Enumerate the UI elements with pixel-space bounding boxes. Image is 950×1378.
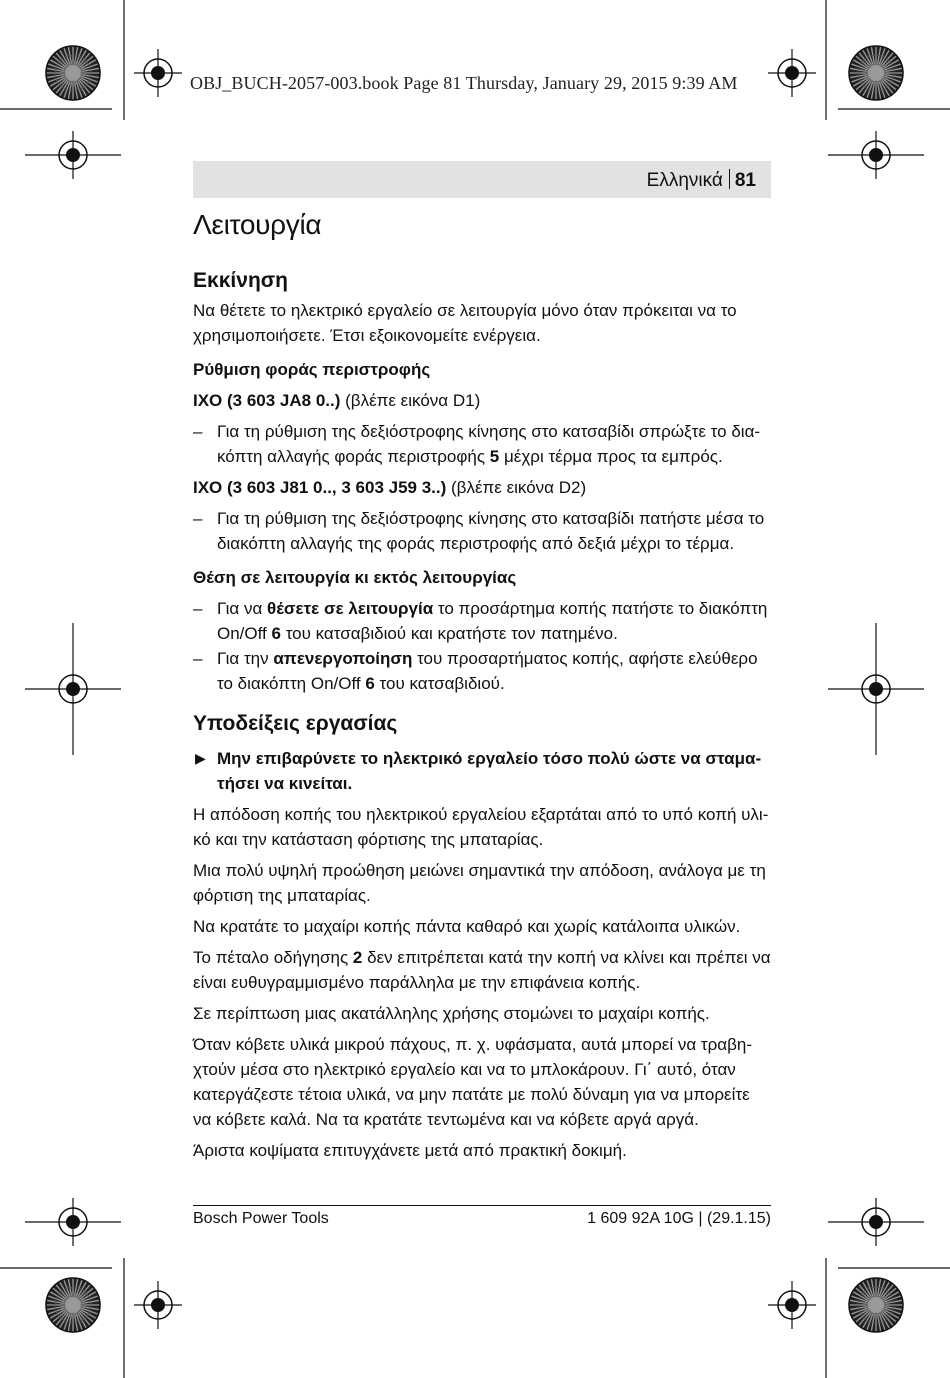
rotation-item-1: – Για τη ρύθμιση της δεξιόστροφης κίνησης στο κατσαβίδι σπρώξτε το διακόπτη αλλαγής φοράς περιστροφής 5 μέχρι τέρμα προς τα εμπρός. [193,419,771,469]
model-2-ref: (βλέπε εικόνα D2) [446,478,587,497]
dash-marker: – [193,509,203,528]
rotation-model-2 [193,475,771,500]
tips-paragraph-4: Το πέταλο οδήγησης 2 δεν επιτρέπεται κατά την κοπή να κλίνει και πρέπει να είναι ευθυγραμμισμένο παράλληλα με την επιφάνεια κοπής. [193,948,771,992]
dash-marker: – [193,422,203,441]
language-label: Ελληνικά [646,170,723,191]
footer-rule [193,1205,771,1206]
footer-publisher: Bosch Power Tools [193,1210,329,1227]
onoff-item-2: – Για την απενεργοποίηση του προσαρτήματος κοπής, αφήστε ελεύθερο το διακόπτη On/Off 6 του κατσαβιδιού. [193,646,771,696]
tips-paragraph-3: Να κρατάτε το μαχαίρι κοπής πάντα καθαρό και χωρίς κατάλοιπα υλικών. [193,917,741,936]
registration-mark-left-upper [25,131,121,179]
tips-warning: ▶ Μην επιβαρύνετε το ηλεκτρικό εργαλείο τόσο πολύ ώστε να σταματήσει να κινείται. [193,746,771,796]
rotation-model-1 [193,388,771,413]
dash-marker: – [193,649,203,668]
rosette-bottom-right [849,1278,903,1332]
registration-mark-top-left [134,49,182,97]
registration-mark-left-lower [25,1198,121,1246]
tips-paragraph-7: Άριστα κοψίματα επιτυγχάνετε μετά από πρακτική δοκιμή. [193,1141,627,1160]
rotation-heading: Ρύθμιση φοράς περιστροφής [193,360,431,379]
footer-doc-code: 1 609 92A 10G | (29.1.15) [587,1210,771,1227]
model-1-name: IXO (3 603 JA8 0..) [193,391,341,410]
tips-paragraph-6: Όταν κόβετε υλικά μικρού πάχους, π. χ. υφάσματα, αυτά μπορεί να τραβηχτούν μέσα στο ηλεκτρικό εργαλείο και να το μπλοκάρουν. Γι΄ αυτό, όταν κατεργάζεστε τέτοια υλικά, να μην πατάτε με πολύ δύναμη για να μπορείτε να κόβετε καλά. Να τα κρατάτε τεντωμένα και να κόβετε αργά αργά. [193,1035,752,1129]
print-header: OBJ_BUCH-2057-003.book Page 81 Thursday, January 29, 2015 9:39 AM [190,73,738,93]
page-header-label [647,169,756,192]
tips-paragraph-2: Μια πολύ υψηλή προώθηση μειώνει σημαντικά την απόδοση, ανάλογα με τη φόρτιση της μπαταρίας. [193,861,766,905]
page-number: 81 [734,170,756,191]
section-title: Λειτουργία [193,209,322,240]
registration-mark-right-middle [828,623,924,755]
model-1-ref: (βλέπε εικόνα D1) [340,391,481,410]
model-2-name: IXO (3 603 J81 0.., 3 603 J59 3..) [193,478,447,497]
registration-mark-top-right [768,49,816,97]
start-text: Να θέτετε το ηλεκτρικό εργαλείο σε λειτουργία μόνο όταν πρόκειται να το χρησιμοποιήσετε. Έτσι εξοικονομείτε ενέργεια. [193,301,737,345]
registration-mark-right-lower [828,1198,924,1246]
onoff-item-1: – Για να θέσετε σε λειτουργία το προσάρτημα κοπής πατήστε το διακόπτη On/Off 6 του κατσαβιδιού και κρατήστε τον πατημένο. [193,596,771,646]
registration-mark-left-middle [25,623,121,755]
rosette-top-left [46,46,100,100]
warning-triangle-icon: ▶ [195,750,206,766]
tips-heading: Υποδείξεις εργασίας [193,712,398,735]
tips-paragraph-5: Σε περίπτωση μιας ακατάλληλης χρήσης στομώνει το μαχαίρι κοπής. [193,1004,710,1023]
tips-paragraph-1: Η απόδοση κοπής του ηλεκτρικού εργαλείου εξαρτάται από το υπό κοπή υλικό και την κατάσταση φόρτισης της μπαταρίας. [193,805,769,849]
onoff-heading: Θέση σε λειτουργία κι εκτός λειτουργίας [193,568,517,587]
registration-mark-right-upper [828,131,924,179]
start-heading: Εκκίνηση [193,269,288,292]
registration-mark-bottom-left [134,1281,182,1329]
rotation-item-2: – Για τη ρύθμιση της δεξιόστροφης κίνησης στο κατσαβίδι πατήστε μέσα το διακόπτη αλλαγής της φοράς περιστροφής από δεξιά μέχρι το τέρμα. [193,506,771,556]
rosette-bottom-left [46,1278,100,1332]
main-content [193,200,771,1163]
rosette-top-right [849,46,903,100]
dash-marker: – [193,599,203,618]
registration-mark-bottom-right [768,1281,816,1329]
header-separator [729,169,730,189]
